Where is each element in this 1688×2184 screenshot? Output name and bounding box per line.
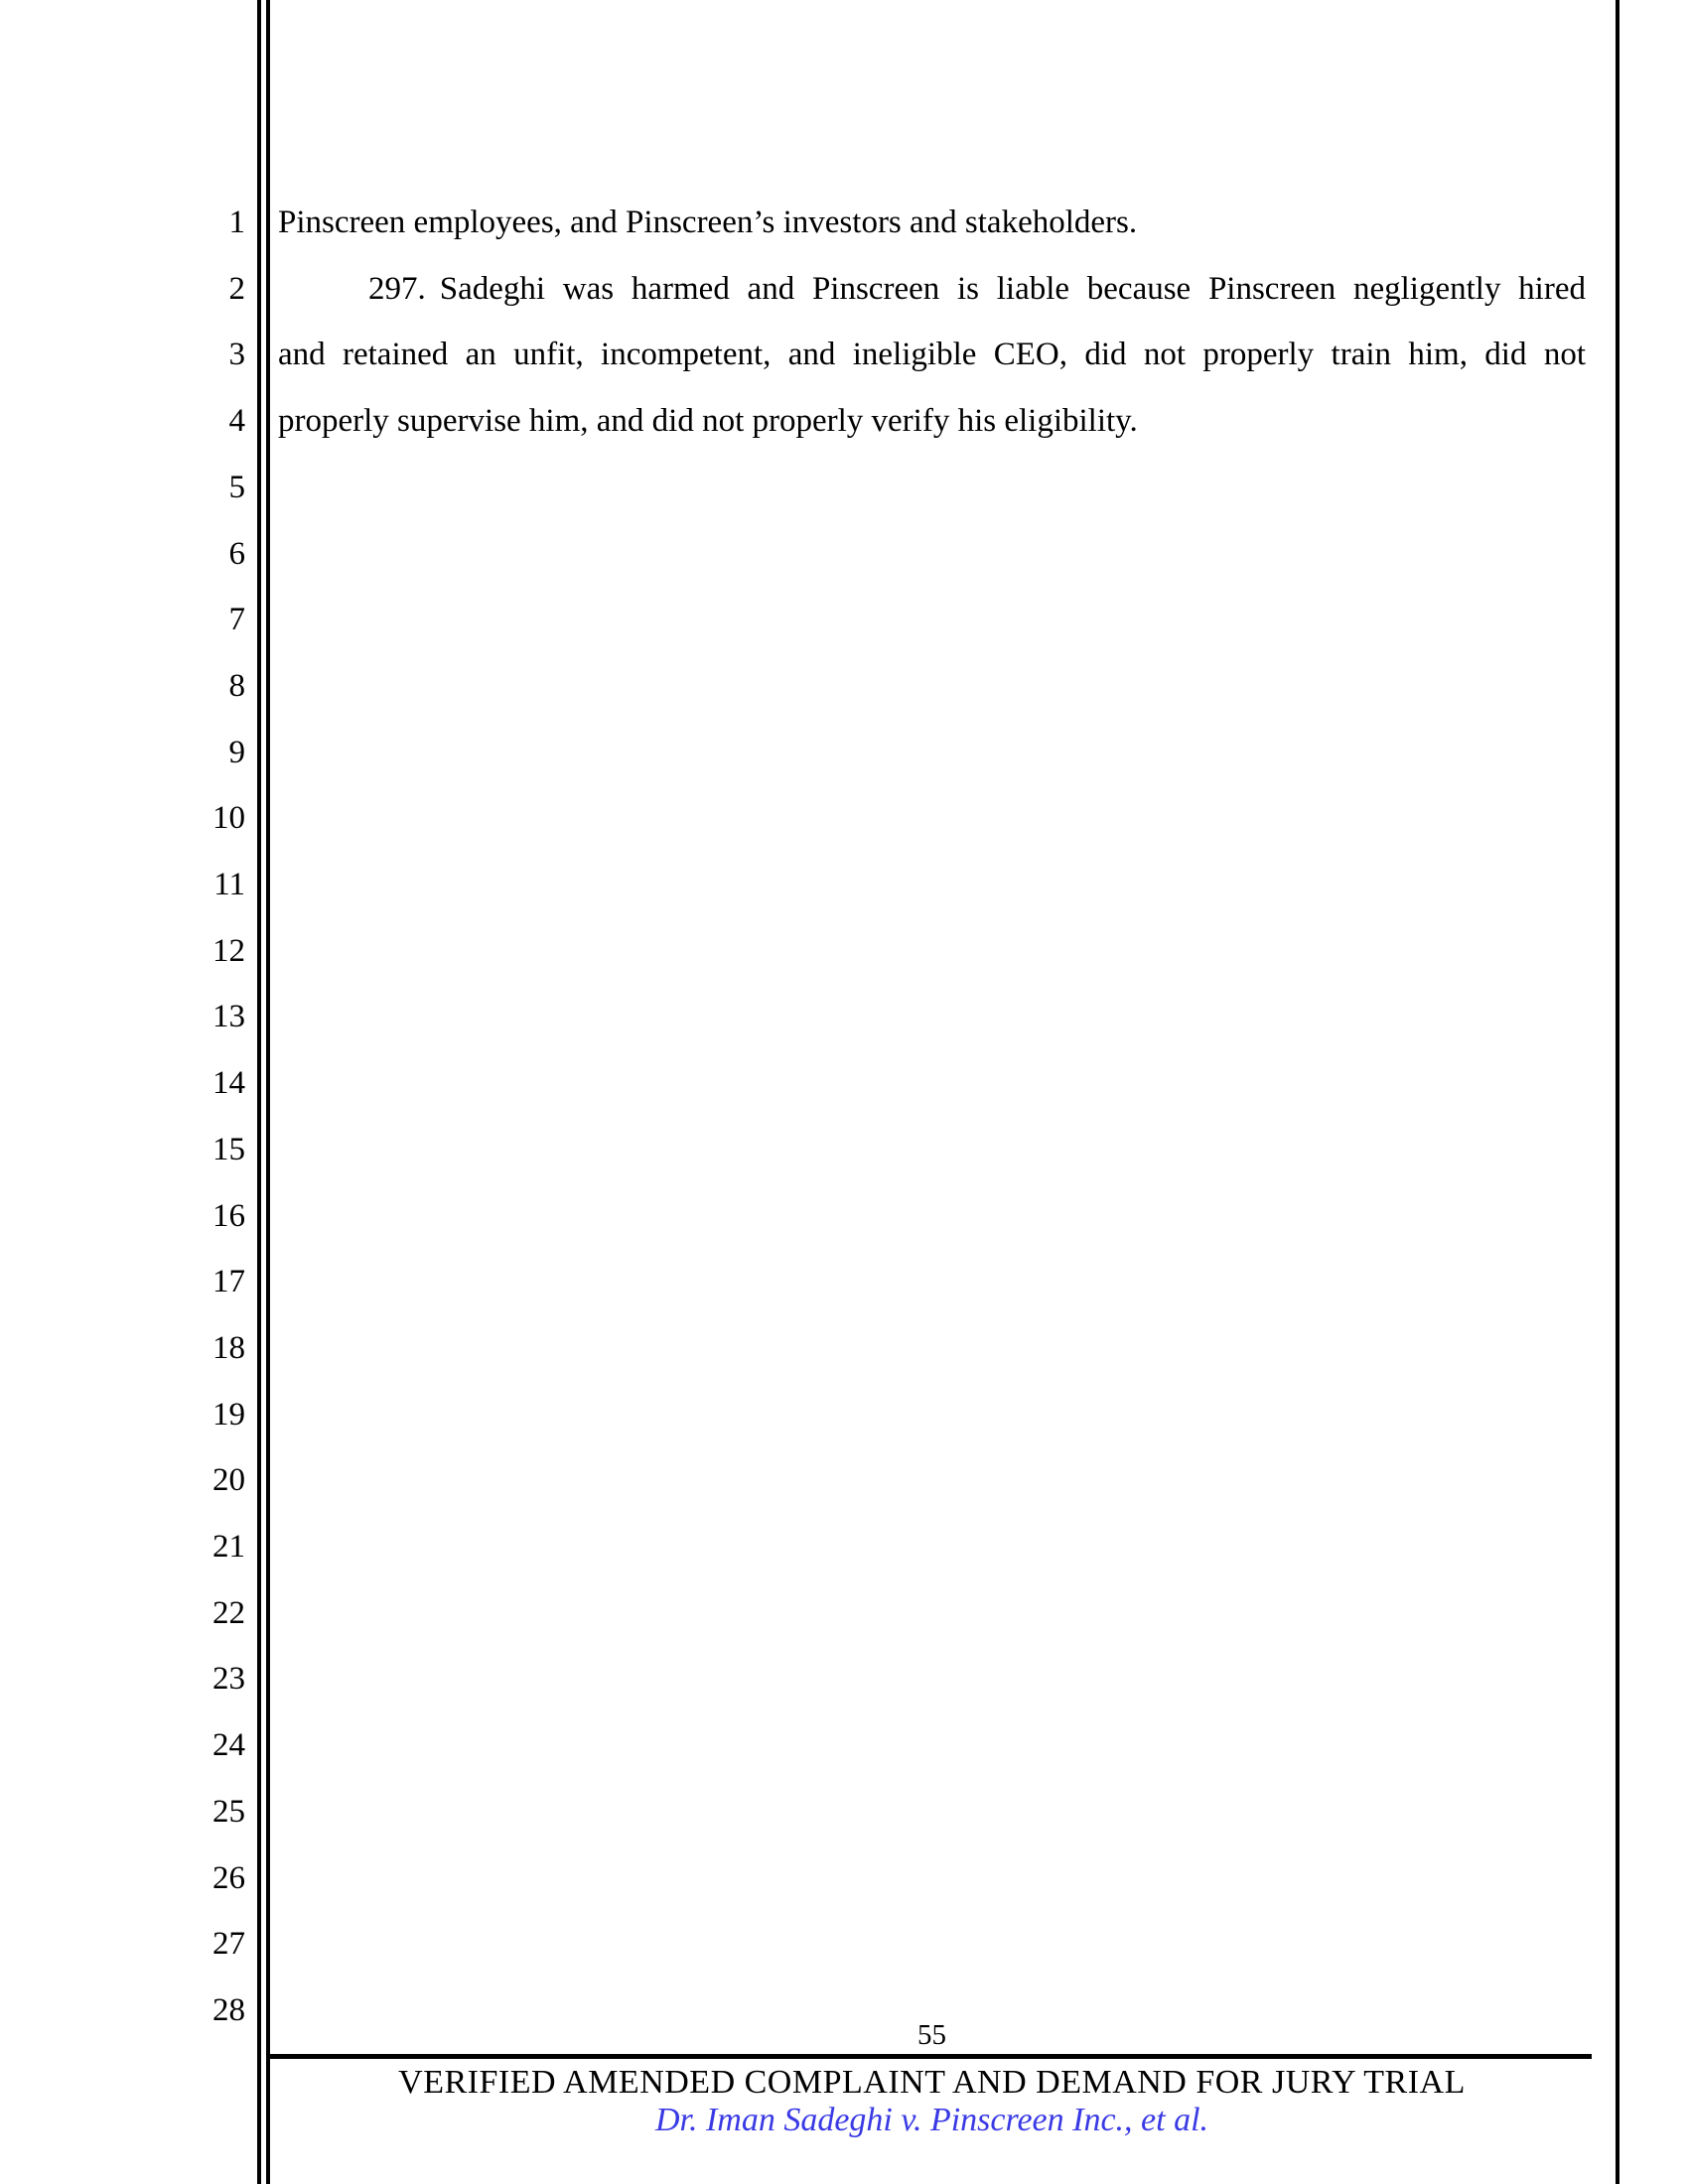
line-number-17: 17 — [212, 1264, 245, 1299]
line-number-26: 26 — [212, 1860, 245, 1896]
line-number-28: 28 — [212, 1992, 245, 2028]
body-line-3: and retained an unfit, incompetent, and ineligible CEO, did not properly train him, did not — [278, 337, 1586, 372]
line-number-5: 5 — [228, 470, 245, 505]
line-number-3: 3 — [228, 337, 245, 372]
body-line-2: 297. Sadeghi was harmed and Pinscreen is liable because Pinscreen negligently hired — [368, 271, 1586, 307]
line-number-8: 8 — [228, 668, 245, 704]
line-number-7: 7 — [228, 602, 245, 637]
line-number-22: 22 — [212, 1595, 245, 1631]
line-number-12: 12 — [212, 933, 245, 969]
footer-title: VERIFIED AMENDED COMPLAINT AND DEMAND FOR JURY TRIAL — [398, 2064, 1466, 2101]
line-number-14: 14 — [212, 1065, 245, 1101]
footer-rule — [270, 2054, 1592, 2059]
line-number-19: 19 — [212, 1397, 245, 1433]
right-margin-rule — [1616, 0, 1619, 2184]
body-line-1: Pinscreen employees, and Pinscreen’s investors and stakeholders. — [278, 205, 1138, 240]
line-number-4: 4 — [228, 403, 245, 439]
line-number-20: 20 — [212, 1462, 245, 1498]
paragraph-number: 297. — [368, 271, 426, 307]
line-number-13: 13 — [212, 999, 245, 1034]
line-number-18: 18 — [212, 1330, 245, 1366]
line-number-10: 10 — [212, 800, 245, 836]
footer-case-caption: Dr. Iman Sadeghi v. Pinscreen Inc., et al. — [654, 2102, 1209, 2138]
line-number-15: 15 — [212, 1132, 245, 1167]
line-number-21: 21 — [212, 1529, 245, 1565]
body-line-4: properly supervise him, and did not properly verify his eligibility. — [278, 403, 1138, 439]
page-number: 55 — [917, 2019, 946, 2051]
line-number-6: 6 — [228, 536, 245, 572]
line-number-2: 2 — [228, 271, 245, 307]
left-margin-rule-outer — [257, 0, 261, 2184]
line-number-24: 24 — [212, 1727, 245, 1763]
line-number-1: 1 — [228, 205, 245, 240]
line-number-25: 25 — [212, 1794, 245, 1830]
left-margin-rule-inner — [266, 0, 270, 2184]
line-number-23: 23 — [212, 1661, 245, 1697]
line-number-27: 27 — [212, 1926, 245, 1962]
line-number-9: 9 — [228, 735, 245, 770]
line-number-11: 11 — [213, 867, 245, 902]
line-number-16: 16 — [212, 1198, 245, 1234]
